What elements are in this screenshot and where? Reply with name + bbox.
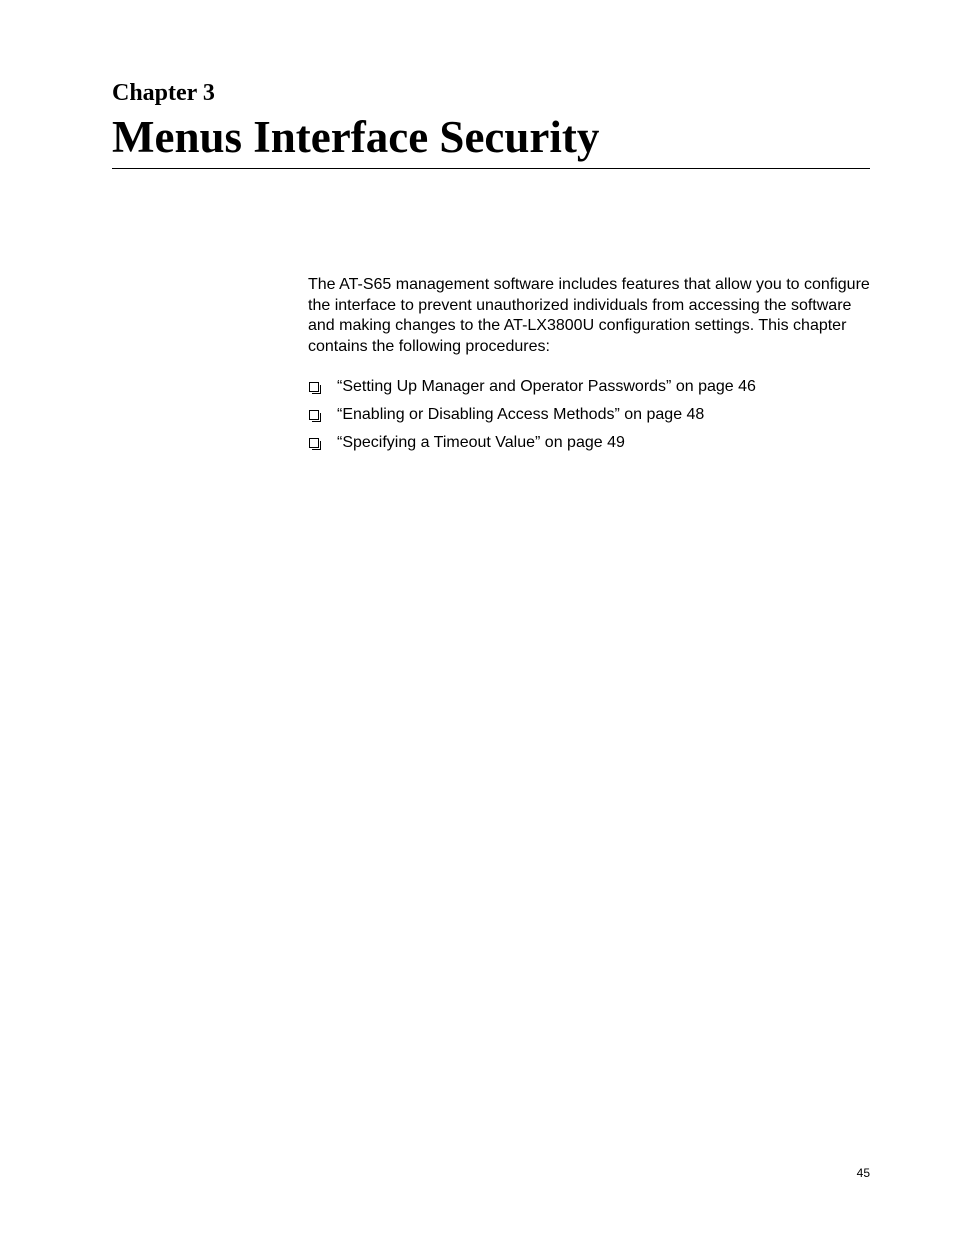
procedure-link[interactable]: “Specifying a Timeout Value” on page 49 (337, 434, 625, 451)
list-item[interactable] (308, 429, 756, 457)
list-item[interactable] (308, 401, 756, 429)
checkbox-bullet-icon (309, 438, 319, 448)
chapter-label: Chapter 3 (112, 80, 215, 106)
list-item[interactable] (308, 373, 756, 401)
procedure-list (308, 373, 756, 457)
title-divider (112, 168, 870, 169)
procedure-link[interactable]: “Setting Up Manager and Operator Passwords” on page 46 (337, 378, 756, 395)
procedure-link[interactable]: “Enabling or Disabling Access Methods” on page 48 (337, 406, 705, 423)
page-number: 45 (856, 1166, 870, 1180)
chapter-title: Menus Interface Security (112, 112, 600, 162)
checkbox-bullet-icon (309, 410, 319, 420)
checkbox-bullet-icon (309, 382, 319, 392)
intro-paragraph: The AT-S65 management software includes features that allow you to configure the interface to prevent unauthorized individuals from accessing the software and making changes to the AT-LX3800U configuration settings. This chapter contains the following procedures: (308, 276, 870, 355)
